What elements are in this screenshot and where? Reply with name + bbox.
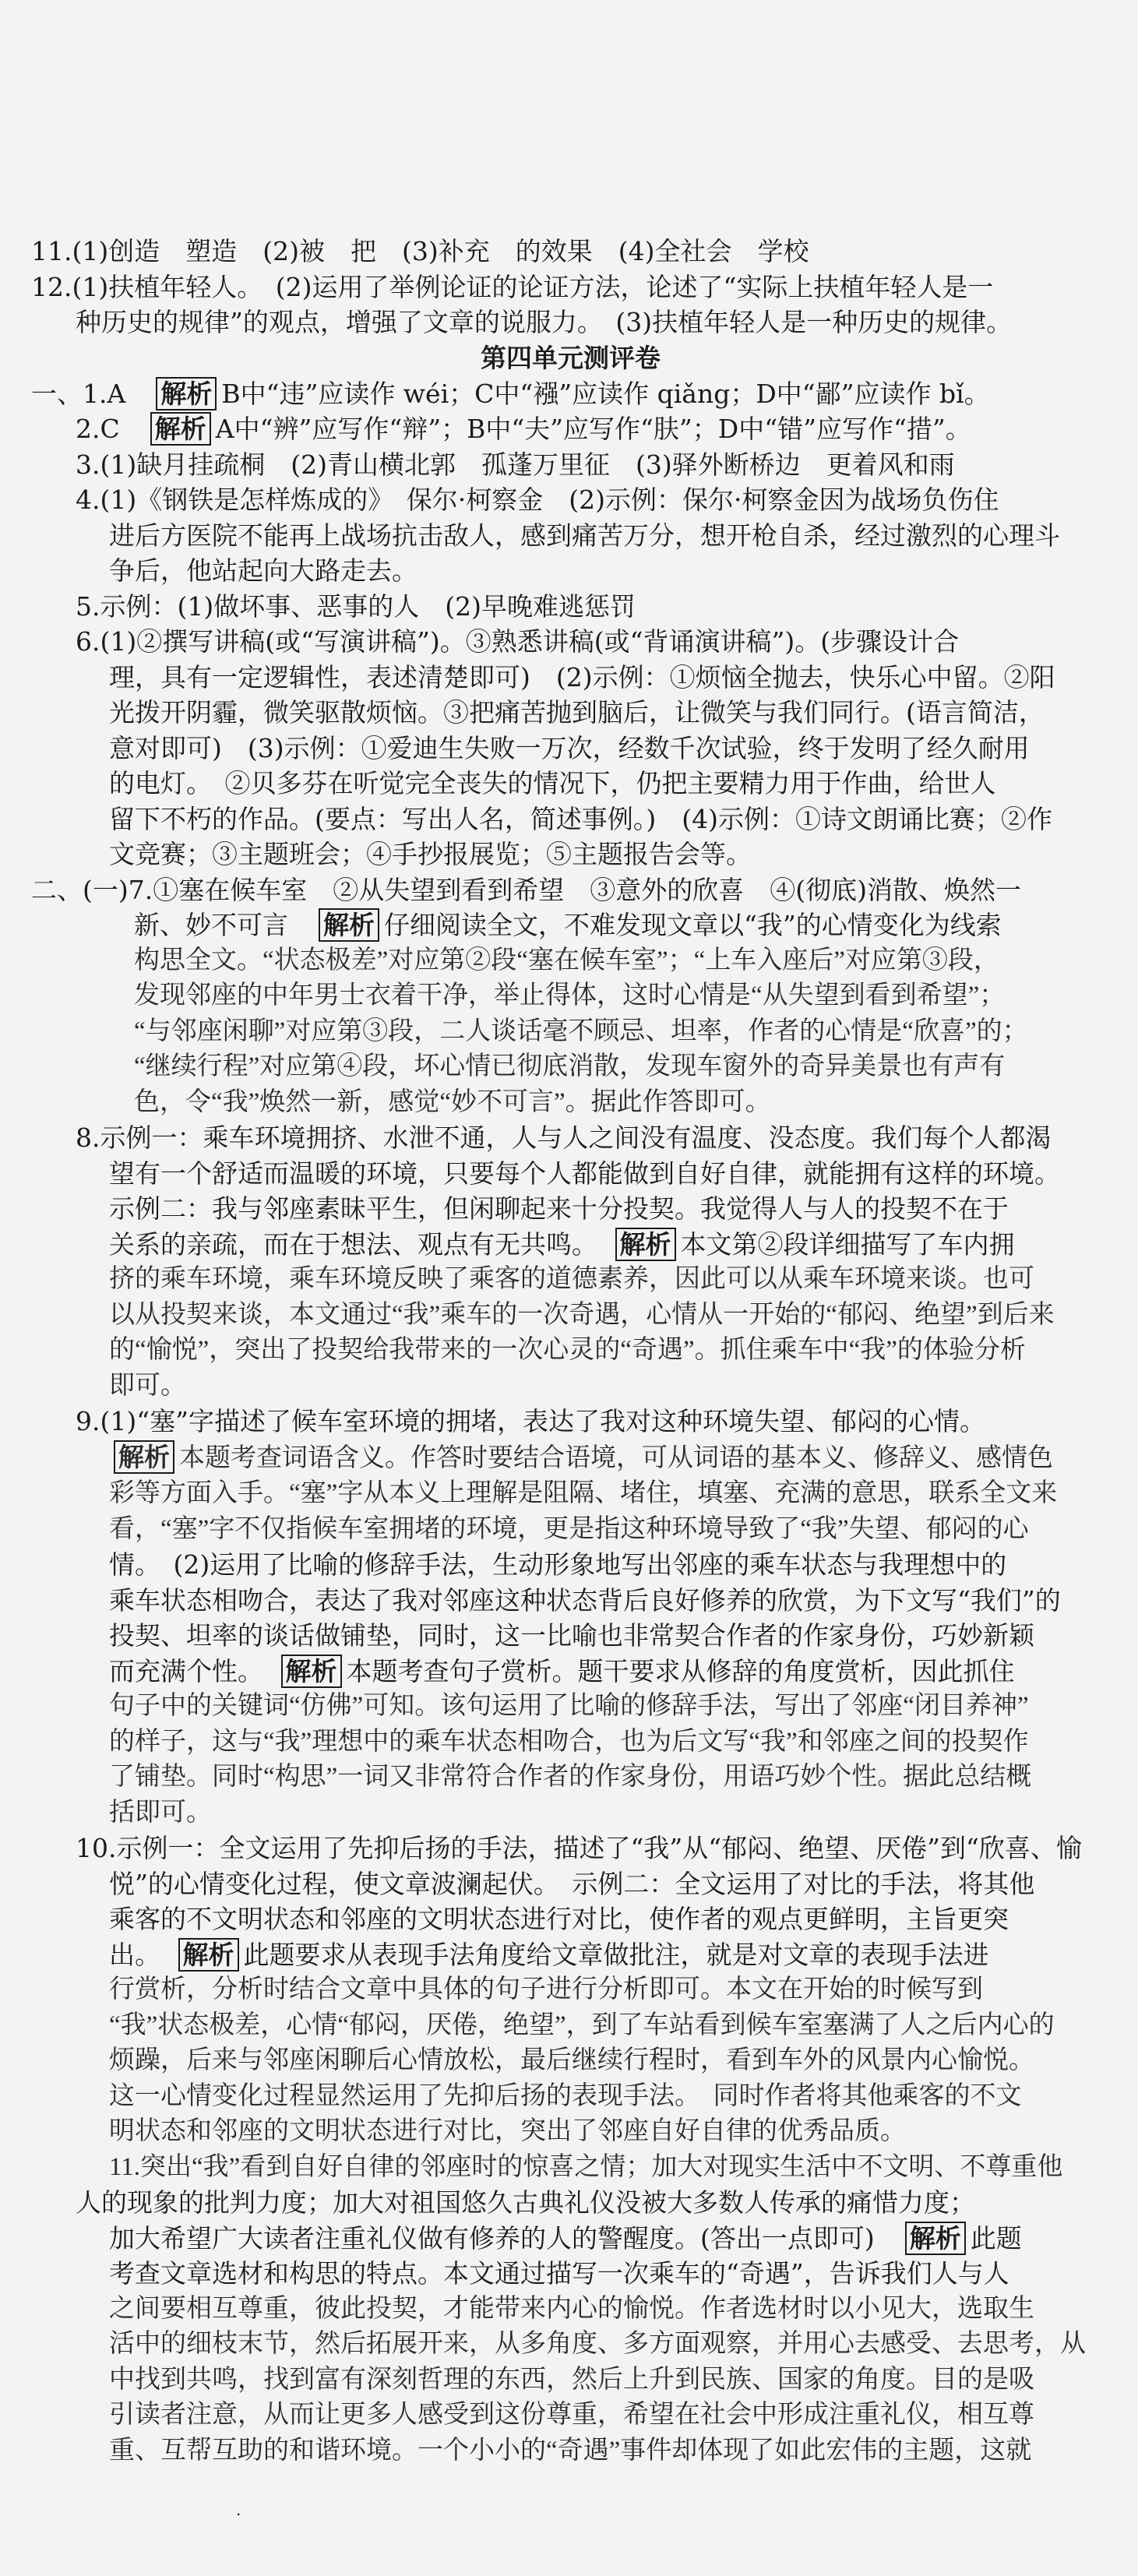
answer-line: 的电灯。 ②贝多芬在听觉完全丧失的情况下，仍把主要精力用于作曲，给世人 <box>109 768 996 798</box>
answer-line: 投契、坦率的谈话做铺垫，同时，这一比喻也非常契合作者的作家身份，巧妙新颖 <box>109 1620 1034 1651</box>
answer-line: 4.(1)《钢铁是怎样炼成的》 保尔·柯察金 (2)示例：保尔·柯察金因为战场负伤住 <box>76 485 999 515</box>
answer-line: 二、(一)7.①塞在候车室 ②从失望到看到希望 ③意外的欣喜 ④(彻底)消散、焕然一 <box>31 874 1021 905</box>
answer-line: 的“愉悦”，突出了投契给我带来的一次心灵的“奇遇”。抓住乘车中“我”的体验分析 <box>109 1336 1026 1364</box>
answer-line: 种历史的规律”的观点，增强了文章的说服力。 (3)扶植年轻人是一种历史的规律。 <box>76 307 1013 337</box>
answer-line: 看，“塞”字不仅指候车室拥堵的环境，更是指这种环境导致了“我”失望、郁闷的心 <box>109 1514 1029 1543</box>
answer-line: 10.示例一：全文运用了先抑后扬的手法，描述了“我”从“郁闷、绝望、厌倦”到“欣喜、愉 <box>76 1833 1082 1863</box>
answer-line: 出。 解析 此题要求从表现手法角度给文章做批注，就是对文章的表现手法进 <box>109 1939 989 1970</box>
analysis-tag: 解析 <box>114 1440 174 1474</box>
answer-line: 发现邻座的中年男士衣着干净，举止得体，这时心情是“从失望到看到希望”； <box>134 981 1006 1010</box>
answer-line: 明状态和邻座的文明状态进行对比，突出了邻座自好自律的优秀品质。 <box>109 2117 906 2145</box>
answer-line: 而充满个性。 解析 本题考查句子赏析。题干要求从修辞的角度赏析，因此抓住 <box>109 1655 1015 1686</box>
answer-line: 留下不朽的作品。(要点：写出人名，简述事例。) (4)示例：①诗文朗诵比赛；②作 <box>109 803 1052 834</box>
answer-line: 重、互帮互助的和谐环境。一个小小的“奇遇”事件却体现了如此宏伟的主题，这就 <box>109 2436 1032 2465</box>
answer-line: 彩等方面入手。“塞”字从本义上理解是阻隔、堵住，填塞、充满的意思，联系全文来 <box>109 1479 1058 1507</box>
answer-line: 解析 本题考查词语含义。作答时要结合语境，可从词语的基本义、修辞义、感情色 <box>31 1440 1110 1477</box>
answer-line: 行赏析，分析时结合文章中具体的句子进行分析即可。本文在开始的时候写到 <box>109 1975 983 2003</box>
answer-line: 意对即可) (3)示例：①爱迪生失败一万次，经数千次试验，终于发明了经久耐用 <box>109 732 1030 763</box>
footer-mark: . <box>236 2500 241 2519</box>
answer-line: 括即可。 <box>109 1798 212 1827</box>
answer-line: 12.(1)扶植年轻人。 (2)运用了举例论证的论证方法，论述了“实际上扶植年轻人是一 <box>31 271 994 302</box>
answer-line: 11.突出“我”看到自好自律的邻座时的惊喜之情；加大对现实生活中不文明、不尊重他 <box>109 2152 1063 2181</box>
answer-line: 这一心情变化过程显然运用了先抑后扬的表现手法。 同时作者将其他乘客的不文 <box>109 2081 1022 2110</box>
answer-line: 之间要相互尊重，彼此投契，才能带来内心的愉悦。作者选材时以小见大，选取生 <box>109 2294 1034 2323</box>
answer-line: 11.(1)创造 塑造 (2)被 把 (3)补充 的效果 (4)全社会 学校 <box>31 236 809 266</box>
answer-line: 文竞赛；③主题班会；④手抄报展览；⑤主题报告会等。 <box>109 839 752 869</box>
answer-line: 情。 (2)运用了比喻的修辞手法，生动形象地写出邻座的乘车状态与我理想中的 <box>109 1549 1007 1580</box>
answer-line: 挤的乘车环境，乘车环境反映了乘客的道德素养，因此可以从乘车环境来谈。也可 <box>109 1265 1034 1293</box>
answer-line: 关系的亲疏，而在于想法、观点有无共鸣。 解析 本文第②段详细描写了车内拥 <box>109 1228 1015 1260</box>
analysis-tag: 解析 <box>615 1228 676 1261</box>
answer-line: 示例二：我与邻座素昧平生，但闲聊起来十分投契。我觉得人与人的投契不在于 <box>109 1193 1009 1224</box>
analysis-tag: 解析 <box>156 377 217 411</box>
answer-line: 了铺垫。同时“构思”一词又非常符合作者的作家身份，用语巧妙个性。据此总结概 <box>109 1763 1032 1791</box>
answer-line: 5.示例：(1)做坏事、恶事的人 (2)早晚难逃惩罚 <box>76 590 636 622</box>
answer-line: 8.示例一：乘车环境拥挤、水泄不通，人与人之间没有温度、没态度。我们每个人都渴 <box>76 1122 1052 1153</box>
answer-line: 句子中的关键词“仿佛”可知。该句运用了比喻的修辞手法，写出了邻座“闭目养神” <box>109 1692 1029 1720</box>
answer-line: 考查文章选材和构思的特点。本文通过描写一次乘车的“奇遇”，告诉我们人与人 <box>109 2258 1009 2289</box>
analysis-tag: 解析 <box>150 412 211 446</box>
answer-line: 2.C 解析 A中“辨”应写作“辩”；B中“夫”应写作“肤”；D中“错”应写作“措”。 <box>76 414 971 444</box>
answer-line: 光拨开阴霾，微笑驱散烦恼。③把痛苦抛到脑后，让微笑与我们同行。(语言简洁， <box>109 697 1045 728</box>
analysis-tag: 解析 <box>905 2222 966 2255</box>
answer-line: 构思全文。“状态极差”对应第②段“塞在候车室”；“上车入座后”对应第③段， <box>134 946 999 974</box>
answer-line: 乘客的不文明状态和邻座的文明状态进行对比，使作者的观点更鲜明，主旨更突 <box>109 1904 1009 1934</box>
answer-line: 理，具有一定逻辑性，表述清楚即可) (2)示例：①烦恼全抛去，快乐心中留。②阳 <box>109 661 1055 692</box>
answer-content <box>31 234 1110 2469</box>
answer-line: “我”状态极差，心情“郁闷，厌倦，绝望”，到了车站看到候车室塞满了人之后内心的 <box>109 2010 1055 2039</box>
analysis-tag: 解析 <box>178 1938 239 1972</box>
analysis-tag: 解析 <box>281 1654 342 1688</box>
answer-line: 争后，他站起向大路走去。 <box>109 555 418 586</box>
answer-line: 加大希望广大读者注重礼仪做有修养的人的警醒度。(答出一点即可) 解析 此题 <box>109 2222 1022 2254</box>
answer-line: 以从投契来谈，本文通过“我”乘车的一次奇遇，心情从一开始的“郁闷、绝望”到后来 <box>109 1300 1055 1329</box>
answer-line: 进后方医院不能再上战场抗击敌人，感到痛苦万分，想开枪自杀，经过激烈的心理斗 <box>109 520 1060 551</box>
answer-line: “与邻座闲聊”对应第③段，二人谈话毫不顾忌、坦率，作者的心情是“欣喜”的； <box>134 1017 1028 1045</box>
answer-line: 望有一个舒适而温暖的环境，只要每个人都能做到自好自律，就能拥有这样的环境。 <box>109 1158 1060 1189</box>
answer-line: 活中的细枝末节，然后拓展开来，从多角度、多方面观察，并用心去感受、去思考，从 <box>109 2330 1086 2358</box>
top-blank-area <box>0 0 1138 234</box>
answer-line: “继续行程”对应第④段，坏心情已彻底消散，发现车窗外的奇异美景也有声有 <box>134 1052 1006 1080</box>
answer-line: 乘车状态相吻合，表达了我对邻座这种状态背后良好修养的欣赏，为下文写“我们”的 <box>109 1584 1061 1616</box>
answer-line: 新、妙不可言 解析 仔细阅读全文，不难发现文章以“我”的心情变化为线索 <box>134 910 1002 940</box>
answer-line: 悦”的心情变化过程，使文章波澜起伏。 示例二：全文运用了对比的手法，将其他 <box>109 1868 1035 1899</box>
section-title: 第四单元测评卷 <box>481 342 661 373</box>
answer-line: 3.(1)缺月挂疏桐 (2)青山横北郭 孤蓬万里征 (3)驿外断桥边 更着风和雨 <box>76 449 955 480</box>
answer-line: 即可。 <box>109 1371 186 1400</box>
answer-line: 中找到共鸣，找到富有深刻哲理的东西，然后上升到民族、国家的角度。目的是吸 <box>109 2365 1034 2394</box>
answer-line: 人的现象的批判力度；加大对祖国悠久古典礼仪没被大多数人传承的痛惜力度； <box>76 2187 975 2218</box>
analysis-tag: 解析 <box>319 908 379 942</box>
answer-line: 9.(1)“塞”字描述了候车室环境的拥堵，表达了我对这种环境失望、郁闷的心情。 <box>76 1406 985 1436</box>
answer-line: 6.(1)②撰写讲稿(或“写演讲稿”)。③熟悉讲稿(或“背诵演讲稿”)。(步骤设计合 <box>76 626 960 657</box>
answer-line: 烦躁，后来与邻座闲聊后心情放松，最后继续行程时，看到车外的风景内心愉悦。 <box>109 2046 1034 2074</box>
answer-line: 色，令“我”焕然一新，感觉“妙不可言”。据此作答即可。 <box>134 1087 771 1116</box>
answer-line: 一、1.A 解析 B中“违”应读作 wéi；C中“襁”应读作 qiǎng；D中“鄙”应读作 bǐ。 <box>31 378 990 409</box>
answer-line: 引读者注意，从而让更多人感受到这份尊重，希望在社会中形成注重礼仪，相互尊 <box>109 2401 1034 2429</box>
answer-line: 的样子，这与“我”理想中的乘车状态相吻合，也为后文写“我”和邻座之间的投契作 <box>109 1727 1029 1756</box>
